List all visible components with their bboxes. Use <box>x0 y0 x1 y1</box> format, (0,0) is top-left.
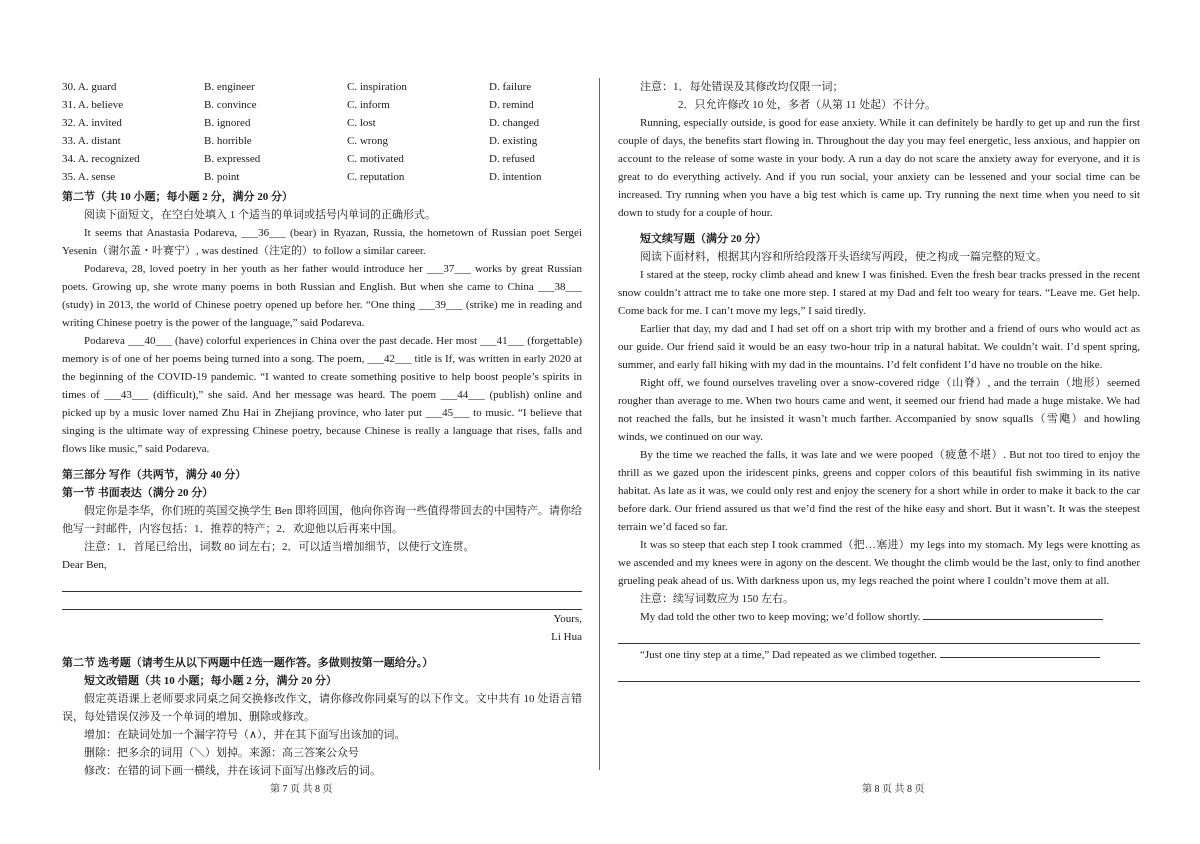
proofread-heading: 短文改错题（共 10 小题；每小题 2 分，满分 20 分） <box>84 675 337 687</box>
proofread-note-1: 注意：1．每处错误及其修改均仅限一词； <box>640 81 844 93</box>
option-row <box>62 150 582 168</box>
option-b: B. convince <box>204 99 257 111</box>
option-c: C. motivated <box>347 153 404 165</box>
option-b: B. horrible <box>204 135 252 147</box>
option-row <box>62 78 582 96</box>
option-d: D. remind <box>489 99 534 111</box>
part3-heading: 第三部分 写作（共两节，满分 40 分） <box>62 469 247 481</box>
option-a: 31. A. believe <box>62 99 124 111</box>
cloze-paragraph-3: Podareva ___40___ (have) colorful experiences in China over the past decade. Her most ___41___ (forgettable) memory is of one of her poems being turned into a song. The poem, ___42___ title is If, was written in early 2020 at the beginning of the COVID-19 pandemic. “I wanted to create something positive to help boost people’s spirits in times of ___43___ (difficult),” she said. And her message was heard. The poem ___44___ (publish) online and picked up by a music lover named Zhu Hai in Zhejiang province, who later put ___45___ to music. “I believe that singing is the ultimate way of expressing Chinese poetry, because Chinese is really a language that rises, falls and flows like music,” said Podareva. <box>62 335 582 455</box>
option-d: D. refused <box>489 153 535 165</box>
writing-section1-heading: 第一节 书面表达（满分 20 分） <box>62 487 214 499</box>
option-d: D. failure <box>489 81 532 93</box>
story-paragraph-5: It was so steep that each step I took crammed（把…塞进）my legs into my stomach. My legs were knotting as we ascended and my knees were in agony on the descent. We thought the climb would be the last, only to find another grueling peak ahead of us. With darkness upon us, my legs reached the point where I couldn’t move them at all. <box>618 539 1140 587</box>
paragraph-start-2-text: “Just one tiny step at a time,” Dad repeated as we climbed together. <box>640 649 937 661</box>
story-paragraph-2: Earlier that day, my dad and I had set off on a short trip with my brother and a friend of ours who would act as our guide. Our friend said it would be an easy two-hour trip in a natural habitat. We couldn’t wait. I’d spent spring, summer, and early fall hiking with my dad in the mountains. I’d felt confident I’d have no trouble on the hike. <box>618 323 1140 371</box>
cloze-paragraph-1: It seems that Anastasia Podareva, ___36___ (bear) in Ryazan, Russia, the hometown of Russian poet Sergei Yesenin（谢尔盖・叶赛宁）, was destined（注定的）to follow a similar career. <box>62 227 582 257</box>
option-b: B. engineer <box>204 81 255 93</box>
writing-section2-heading: 第二节 选考题（请考生从以下两题中任选一题作答。多做则按第一题给分。） <box>62 657 434 669</box>
cloze-paragraph-2: Podareva, 28, loved poetry in her youth as her father would introduce her ___37___ works by great Russian poets. Growing up, she wrote many poems in both Russian and English. But when she came to China ___38___ (study) in 2013, the world of Chinese poetry opened up before her. “One thing ___39___ (strike) me in reading and writing Chinese poetry is the power of the language,” said Podareva. <box>62 263 582 329</box>
option-c: C. inform <box>347 99 390 111</box>
story-paragraph-3: Right off, we found ourselves traveling over a snow-covered ridge（山脊）, and the terrain（地形）seemed rougher than average to me. When two hours came and went, it seemed our friend had made a huge mistake. We had not reached the falls, but he insisted it wasn’t much farther. Accompanied by snow squalls（雪飑）and howling winds, we continued on our way. <box>618 377 1140 443</box>
writing-prompt: 假定你是李华，你们班的英国交换学生 Ben 即将回国，他向你咨询一些值得带回去的中国特产。请你给他写一封邮件，内容包括：1．推荐的特产；2．欢迎他以后再来中国。 <box>62 505 582 535</box>
option-a: 34. A. recognized <box>62 153 140 165</box>
option-b: B. expressed <box>204 153 261 165</box>
option-b: B. point <box>204 171 240 183</box>
page-footer-left: 第 7 页 共 8 页 <box>270 784 333 795</box>
letter-closing: Yours, <box>553 613 582 625</box>
paragraph-start-1-text: My dad told the other two to keep moving; we’d follow shortly. <box>640 611 921 623</box>
story-paragraph-4: By the time we reached the falls, it was late and we were pooped（疲惫不堪）. But not too tired to enjoy the thrill as we gazed upon the iridescent pinks, greens and copper colors of this beautiful fish swimming in its native habitat. As late as it was, we could only rest and enjoy the scenery for a short while in order to make it back to the car before dark. Our friend assured us that we’d find the rest of the hike easy and short. But it wasn’t. It was the steepest terrain we’d faced so far. <box>618 449 1140 533</box>
answer-line[interactable] <box>62 592 582 610</box>
option-row <box>62 168 582 186</box>
proofread-delete-rule: 删除：把多余的词用（＼）划掉。来源：高三答案公众号 <box>84 747 359 759</box>
paragraph-start-1 <box>618 608 1140 626</box>
option-c: C. reputation <box>347 171 405 183</box>
left-column <box>62 78 582 780</box>
letter-salutation: Dear Ben, <box>62 559 107 571</box>
answer-blank[interactable] <box>940 646 1100 658</box>
continuation-note: 注意：续写词数应为 150 左右。 <box>640 593 794 605</box>
option-d: D. existing <box>489 135 538 147</box>
option-a: 30. A. guard <box>62 81 117 93</box>
option-row <box>62 96 582 114</box>
proofread-add-rule: 增加：在缺词处加一个漏字符号（∧），并在其下面写出该加的词。 <box>84 729 406 741</box>
proofread-note-2: 2．只允许修改 10 处，多者（从第 11 处起）不计分。 <box>678 99 937 111</box>
answer-line[interactable] <box>62 574 582 592</box>
option-b: B. ignored <box>204 117 251 129</box>
proofread-modify-rule: 修改：在错的词下画一横线，并在该词下面写出修改后的词。 <box>84 765 381 777</box>
option-a: 35. A. sense <box>62 171 116 183</box>
proofread-intro: 假定英语课上老师要求同桌之间交换修改作文，请你修改你同桌写的以下作文。文中共有 10 处语言错误，每处错误仅涉及一个单词的增加、删除或修改。 <box>62 693 582 723</box>
story-paragraph-1: I stared at the steep, rocky climb ahead and knew I was finished. Even the fresh bear tracks pressed in the recent snow couldn’t attract me to take one more step. I stared at my Dad and felt too weary for tears. “Leave me. Get help. Come back for me. I can’t move my legs,” I said tiredly. <box>618 269 1140 317</box>
option-d: D. changed <box>489 117 540 129</box>
section2-heading: 第二节（共 10 小题；每小题 2 分，满分 20 分） <box>62 191 293 203</box>
answer-line[interactable] <box>618 664 1140 682</box>
writing-note: 注意：1．首尾已给出，词数 80 词左右；2．可以适当增加细节，以使行文连贯。 <box>84 541 475 553</box>
answer-blank[interactable] <box>923 608 1103 620</box>
option-c: C. wrong <box>347 135 388 147</box>
answer-line[interactable] <box>618 626 1140 644</box>
options-table <box>62 78 582 186</box>
right-column <box>618 78 1140 682</box>
section2-instruction: 阅读下面短文，在空白处填入 1 个适当的单词或括号内单词的正确形式。 <box>84 209 436 221</box>
continuation-heading: 短文续写题（满分 20 分） <box>640 233 767 245</box>
letter-signature: Li Hua <box>551 631 582 643</box>
option-d: D. intention <box>489 171 542 183</box>
option-a: 33. A. distant <box>62 135 121 147</box>
option-c: C. lost <box>347 117 376 129</box>
proofread-passage: Running, especially outside, is good for ease anxiety. While it can definitely be hardly to get up and run the first couple of days, the benefits start flowing in. Throughout the day you may feel energetic, less anxious, and happier on account to the release of some waste in your body. A run a day do not scare the anxiety away for everyone, and it is great to do everything actively. And if you run social, your anxiety can be lessened and your social time can be increased. Try running when you have a big test which is came up. Try running the next time when you need to sit down to study for a couple of hour. <box>618 117 1140 219</box>
option-row <box>62 132 582 150</box>
option-c: C. inspiration <box>347 81 407 93</box>
paragraph-start-2 <box>618 646 1140 664</box>
option-a: 32. A. invited <box>62 117 122 129</box>
continuation-instruction: 阅读下面材料，根据其内容和所给段落开头语续写两段，使之构成一篇完整的短文。 <box>640 251 1047 263</box>
page-footer-right: 第 8 页 共 8 页 <box>862 784 925 795</box>
column-divider <box>599 78 600 770</box>
option-row <box>62 114 582 132</box>
